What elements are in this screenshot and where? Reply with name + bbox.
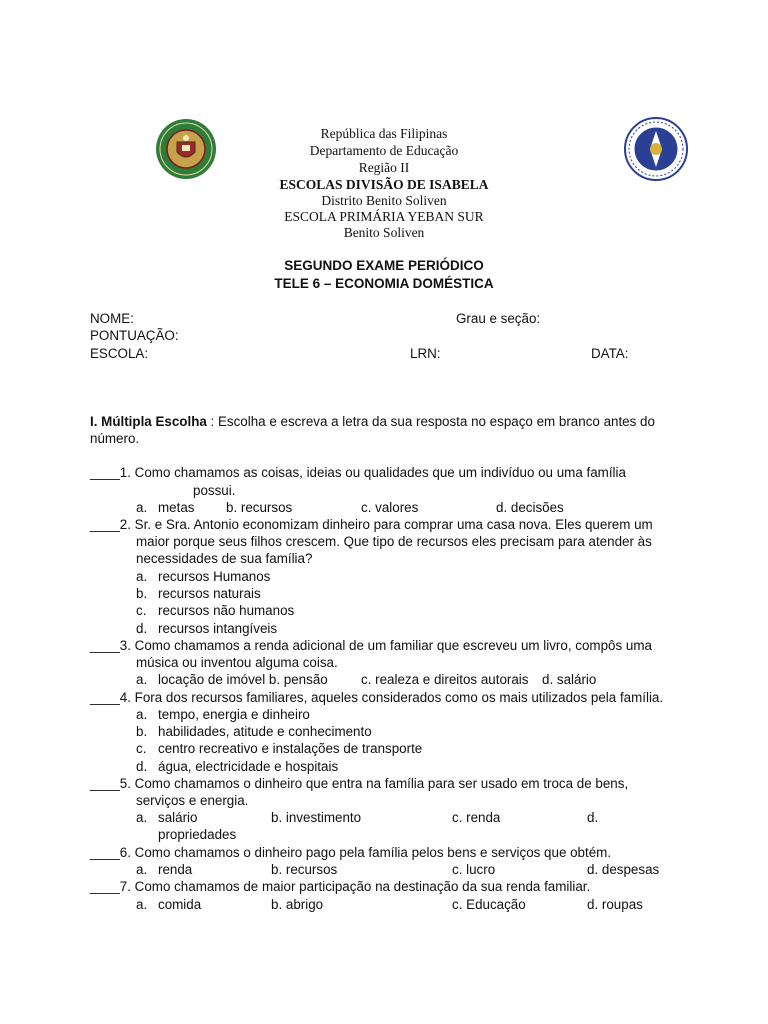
question-6: ____6. Como chamamos o dinheiro pago pela família pelos bens e serviços que obtém. xyxy=(90,845,612,860)
header-country: República das Filipinas xyxy=(320,126,448,141)
header-region: Região II xyxy=(358,160,410,175)
q3-option-c: c. realeza e direitos autorais xyxy=(361,672,529,687)
lrn-label: LRN: xyxy=(410,346,441,361)
q4-option-b: habilidades, atitude e conhecimento xyxy=(158,724,372,739)
exam-subject: TELE 6 – ECONOMIA DOMÉSTICA xyxy=(274,276,494,291)
q2-option-c: recursos não humanos xyxy=(158,603,295,618)
question-2-continued-2: necessidades de sua família? xyxy=(136,551,313,566)
q4-option-a: tempo, energia e dinheiro xyxy=(158,707,310,722)
date-label: DATA: xyxy=(591,346,629,361)
name-label: NOME: xyxy=(90,311,134,326)
q1-option-a-letter: a. xyxy=(136,500,148,515)
q3-option-a-b: locação de imóvel b. pensão xyxy=(158,672,328,687)
q2-option-d-letter: d. xyxy=(136,621,148,636)
header-school: ESCOLA PRIMÁRIA YEBAN SUR xyxy=(284,209,484,224)
q7-option-d: d. roupas xyxy=(587,897,643,912)
question-3-continued: música ou inventou alguma coisa. xyxy=(136,655,338,670)
q2-option-b: recursos naturais xyxy=(158,586,261,601)
question-1: ____1. Como chamamos as coisas, ideias ou qualidades que um indivíduo ou uma família xyxy=(90,465,626,480)
q2-option-c-letter: c. xyxy=(136,603,147,618)
q4-option-b-letter: b. xyxy=(136,724,148,739)
header-town: Benito Soliven xyxy=(343,225,425,240)
q3-option-d: d. salário xyxy=(542,672,597,687)
q6-option-d: d. despesas xyxy=(587,862,660,877)
q7-option-c: c. Educação xyxy=(452,897,526,912)
question-7: ____7. Como chamamos de maior participação na destinação da sua renda familiar. xyxy=(90,879,591,894)
q5-option-d-letter: d. xyxy=(587,810,599,825)
q5-option-d: propriedades xyxy=(158,827,237,842)
q4-option-c: centro recreativo e instalações de transporte xyxy=(158,741,423,756)
q4-option-c-letter: c. xyxy=(136,741,147,756)
question-3: ____3. Como chamamos a renda adicional de um familiar que escreveu um livro, compôs uma xyxy=(90,638,652,653)
school-label: ESCOLA: xyxy=(90,346,149,361)
header-district: Distrito Benito Soliven xyxy=(321,193,447,208)
q3-option-a-letter: a. xyxy=(136,672,148,687)
q5-option-c: c. renda xyxy=(452,810,501,825)
score-label: PONTUAÇÃO: xyxy=(90,328,179,343)
q4-option-d: água, electricidade e hospitais xyxy=(158,759,339,774)
grade-section-label: Grau e seção: xyxy=(456,311,541,326)
q2-option-a-letter: a. xyxy=(136,569,148,584)
q4-option-a-letter: a. xyxy=(136,707,148,722)
q1-option-b: b. recursos xyxy=(226,500,293,515)
q1-option-c: c. valores xyxy=(361,500,419,515)
instructions-heading: I. Múltipla Escolha xyxy=(90,414,207,429)
q6-option-b: b. recursos xyxy=(271,862,338,877)
question-4: ____4. Fora dos recursos familiares, aqueles considerados como os mais utilizados pela família. xyxy=(90,690,664,705)
header-division: ESCOLAS DIVISÃO DE ISABELA xyxy=(279,177,489,192)
q5-option-b: b. investimento xyxy=(271,810,362,825)
exam-title: SEGUNDO EXAME PERIÓDICO xyxy=(284,258,484,273)
q7-option-b: b. abrigo xyxy=(271,897,324,912)
q7-option-a: comida xyxy=(158,897,202,912)
q2-option-b-letter: b. xyxy=(136,586,148,601)
question-2: ____2. Sr. e Sra. Antonio economizam dinheiro para comprar uma casa nova. Eles querem um xyxy=(90,517,653,532)
q4-option-d-letter: d. xyxy=(136,759,148,774)
instructions-line xyxy=(90,413,655,430)
instructions-text-continued: número. xyxy=(90,431,140,446)
question-5: ____5. Como chamamos o dinheiro que entra na família para ser usado em troca de bens, xyxy=(90,776,629,791)
q6-option-a-letter: a. xyxy=(136,862,148,877)
header-department: Departamento de Educação xyxy=(309,143,459,158)
instructions-text: : Escolha e escreva a letra da sua resposta no espaço em branco antes do xyxy=(206,414,655,429)
question-5-continued: serviços e energia. xyxy=(136,793,249,808)
q6-option-c: c. lucro xyxy=(452,862,496,877)
q6-option-a: renda xyxy=(158,862,193,877)
q1-option-a: metas xyxy=(158,500,195,515)
q5-option-a-letter: a. xyxy=(136,810,148,825)
q1-option-d: d. decisões xyxy=(496,500,564,515)
q2-option-a: recursos Humanos xyxy=(158,569,271,584)
q2-option-d: recursos intangíveis xyxy=(158,621,278,636)
q7-option-a-letter: a. xyxy=(136,897,148,912)
question-1-continued: possui. xyxy=(193,483,236,498)
question-2-continued: maior porque seus filhos crescem. Que tipo de recursos eles precisam para atender às xyxy=(136,534,652,549)
q5-option-a: salário xyxy=(158,810,198,825)
